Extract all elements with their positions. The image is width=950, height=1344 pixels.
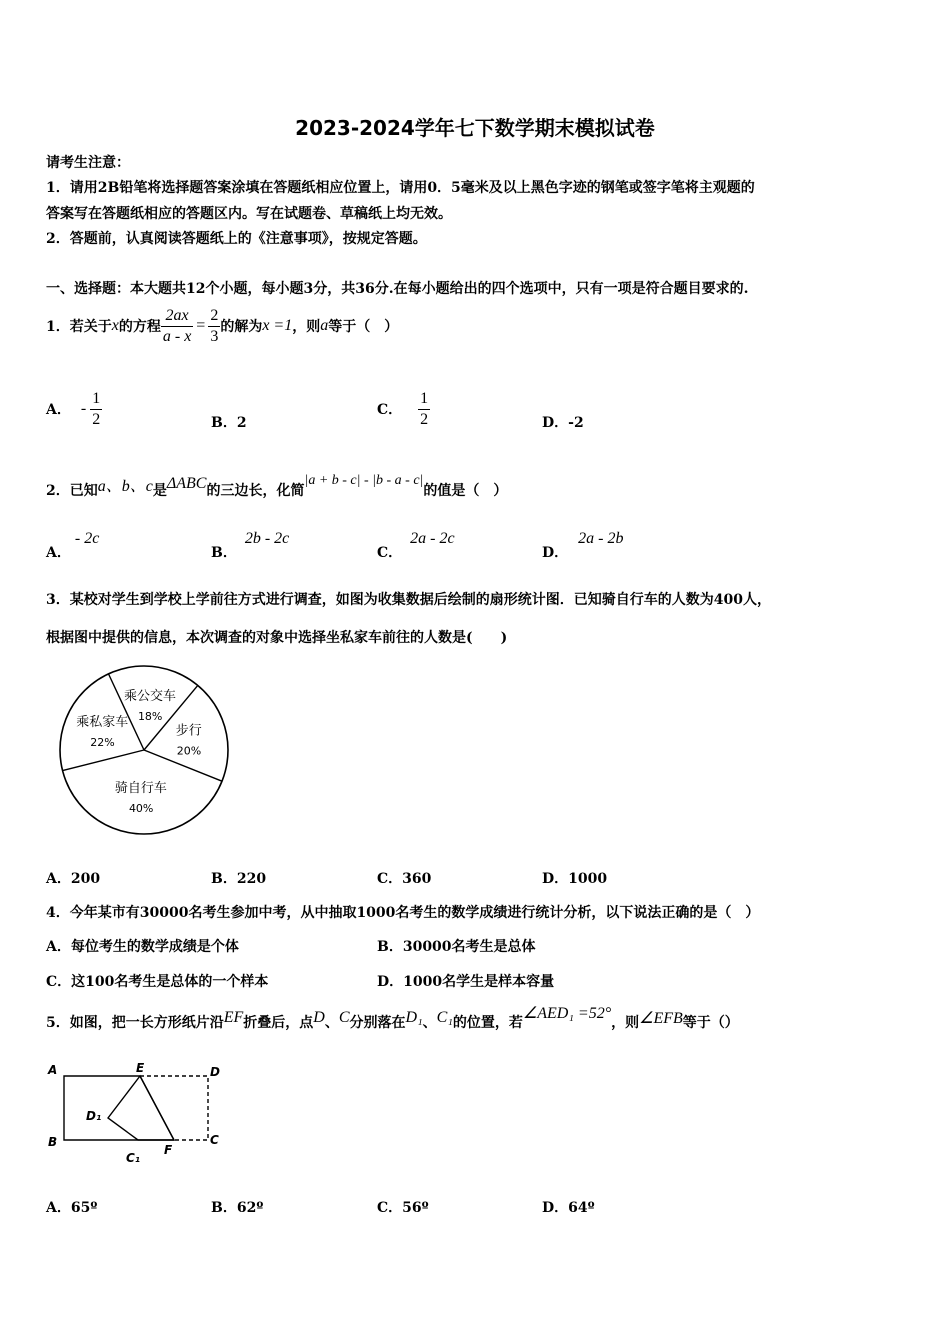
q1-option-c-num: 1: [418, 389, 430, 410]
q1-option-a-label: A．: [46, 402, 71, 418]
fig-label-d1: D₁: [86, 1109, 102, 1123]
q5-option-d[interactable]: D．64º: [542, 1200, 595, 1216]
fig-label-a: A: [48, 1063, 58, 1077]
fold-line-ef: [140, 1076, 174, 1140]
q3-option-d[interactable]: D．1000: [542, 871, 608, 887]
q5-angle: ∠AED₁ =52°: [522, 1005, 612, 1022]
q1-text-4: ，则: [292, 319, 321, 335]
q2-option-c-label: C．: [377, 545, 403, 561]
q5-text-5: ，则: [611, 1015, 640, 1031]
q1-fraction-rhs: [208, 306, 220, 347]
q1-frac2-den: 3: [210, 327, 219, 345]
q1-option-c-label: C．: [377, 402, 403, 418]
q5-option-a[interactable]: A．65º: [46, 1200, 98, 1216]
folded-flap: [108, 1076, 174, 1140]
q1-var-a: a: [320, 317, 329, 334]
q4-option-a[interactable]: A．每位考生的数学成绩是个体: [46, 939, 239, 955]
pie-slice-label-0: 乘公交车: [123, 689, 176, 705]
q5-option-c[interactable]: C．56º: [377, 1200, 429, 1216]
q1-option-a[interactable]: [46, 388, 102, 430]
q3-option-c[interactable]: C．360: [377, 871, 432, 887]
q1-frac-den: a - x: [162, 327, 192, 345]
q1-option-c-fraction: [418, 389, 430, 430]
q2-option-a-label: A．: [46, 545, 71, 561]
q1-option-a-den: 2: [92, 410, 101, 428]
q1-frac2-num: 2: [208, 306, 220, 327]
q1-var-x: x: [111, 317, 119, 334]
q1-text-2: 的方程: [118, 319, 161, 335]
q5-efb: ∠EFB: [639, 1010, 683, 1027]
q3-stem-line-2: 根据图中提供的信息，本次调查的对象中选择坐私家车前往的人数是( ): [46, 630, 508, 646]
q2-text-2: 是: [152, 483, 167, 499]
q3-option-b[interactable]: B．220: [211, 871, 267, 887]
pie-slice-value-1: 20%: [176, 744, 202, 758]
q3-stem-line-1: 3．某校对学生到学校上学前往方式进行调查，如图为收集数据后绘制的扇形统计图．已知骑自行车的人数为400人，: [46, 592, 771, 608]
q5-text-3: 分别落在: [349, 1015, 406, 1031]
q1-fraction-lhs: [161, 306, 193, 347]
page-title: 2023-2024学年七下数学期末模拟试卷: [295, 116, 655, 140]
pie-slice-label-1: 步行: [175, 723, 202, 739]
fold-figure: [40, 1058, 240, 1178]
q5-stem: [46, 1004, 739, 1040]
pie-slice-label-2: 骑自行车: [114, 781, 167, 797]
q2-option-c[interactable]: [377, 528, 455, 561]
q2-option-b-value: 2b - 2c: [244, 530, 290, 547]
notice-heading: 请考生注意：: [46, 155, 130, 171]
q2-option-d[interactable]: [542, 528, 624, 561]
q4-option-b[interactable]: B．30000名考生是总体: [377, 939, 536, 955]
q2-option-d-value: 2a - 2b: [578, 530, 624, 547]
pie-slice-value-2: 40%: [128, 802, 154, 816]
q1-option-a-sign: -: [80, 400, 87, 417]
pie-slice-value-0: 18%: [137, 710, 163, 724]
q4-option-d[interactable]: D．1000名学生是样本容量: [377, 974, 555, 990]
q1-option-d[interactable]: D．-2: [542, 415, 584, 431]
q1-equals: =: [196, 317, 206, 334]
q5-c: C: [338, 1009, 350, 1026]
q2-text-1: 2．已知: [46, 483, 98, 499]
q2-option-d-label: D．: [542, 545, 569, 561]
q2-option-b-label: B．: [211, 545, 237, 561]
q5-d: D: [313, 1009, 325, 1026]
pie-slice-label-3: 乘私家车: [76, 715, 129, 731]
q2-text-4: 的值是（ ）: [423, 483, 508, 499]
pie-chart: [46, 660, 246, 840]
fig-label-f: F: [164, 1143, 173, 1157]
q1-text-1: 1．若关于: [46, 319, 112, 335]
question-2-stem: [46, 474, 507, 506]
fig-label-d: D: [210, 1065, 220, 1079]
q2-option-b[interactable]: [211, 528, 290, 561]
fig-label-c1: C₁: [126, 1151, 141, 1165]
q1-option-a-num: 1: [90, 389, 102, 410]
q1-text-5: 等于（ ）: [328, 319, 399, 335]
q2-option-a[interactable]: [46, 528, 100, 561]
q5-text-2: 折叠后，点: [243, 1015, 314, 1031]
fig-label-b: B: [48, 1135, 58, 1149]
section-heading: 一、选择题：本大题共12个小题，每小题3分，共36分.在每小题给出的四个选项中，只有一项是符合题目要求的.: [46, 281, 749, 297]
notice-line-2: 答案写在答题纸相应的答题区内。写在试题卷、草稿纸上均无效。: [46, 206, 452, 222]
q5-option-b[interactable]: B．62º: [211, 1200, 264, 1216]
q5-sep-1: 、: [324, 1015, 339, 1031]
q2-expression: |a + b - c| - |b - a - c|: [304, 473, 424, 488]
q4-stem: 4．今年某市有30000名考生参加中考，从中抽取1000名考生的数学成绩进行统计分析，以下说法正确的是（ ）: [46, 905, 760, 921]
q5-text-1: 5．如图，把一长方形纸片沿: [46, 1015, 224, 1031]
q3-option-a[interactable]: A．200: [46, 871, 101, 887]
q1-option-b[interactable]: B．2: [211, 415, 247, 431]
q2-triangle: ΔABC: [166, 475, 207, 492]
fold-rect-dashed-edge: [140, 1076, 208, 1140]
q5-c1: C₁: [436, 1009, 453, 1026]
notice-line-1: 1．请用2B铅笔将选择题答案涂填在答题纸相应位置上，请用0．5毫米及以上黑色字迹的钢笔或签字笔将主观题的: [46, 180, 755, 196]
q5-text-6: 等于（）: [682, 1015, 739, 1031]
q1-frac-num: 2ax: [161, 306, 193, 327]
pie-slice-value-3: 22%: [90, 736, 115, 750]
q4-option-c[interactable]: C．这100名考生是总体的一个样本: [46, 974, 269, 990]
q1-option-a-fraction: [90, 389, 102, 430]
q2-vars: a、b、c: [97, 477, 153, 495]
q2-option-c-value: 2a - 2c: [410, 530, 455, 547]
q2-option-a-value: - 2c: [74, 530, 100, 547]
q1-solution: x =1: [262, 317, 293, 334]
fig-label-e: E: [136, 1061, 145, 1075]
q5-d1: D₁: [405, 1009, 423, 1026]
q5-ef: EF: [223, 1009, 244, 1026]
q1-option-c[interactable]: [377, 388, 430, 430]
question-1-stem: [46, 303, 398, 349]
notice-line-3: 2．答题前，认真阅读答题纸上的《注意事项》，按规定答题。: [46, 231, 427, 247]
q2-text-3: 的三边长，化简: [206, 483, 305, 499]
fold-rect-solid-edge: [64, 1076, 140, 1140]
q5-text-4: 的位置，若: [452, 1015, 523, 1031]
q1-text-3: 的解为: [220, 319, 263, 335]
fig-label-c: C: [210, 1133, 219, 1147]
q1-option-c-den: 2: [420, 410, 429, 428]
q5-sep-2: 、: [422, 1015, 437, 1031]
